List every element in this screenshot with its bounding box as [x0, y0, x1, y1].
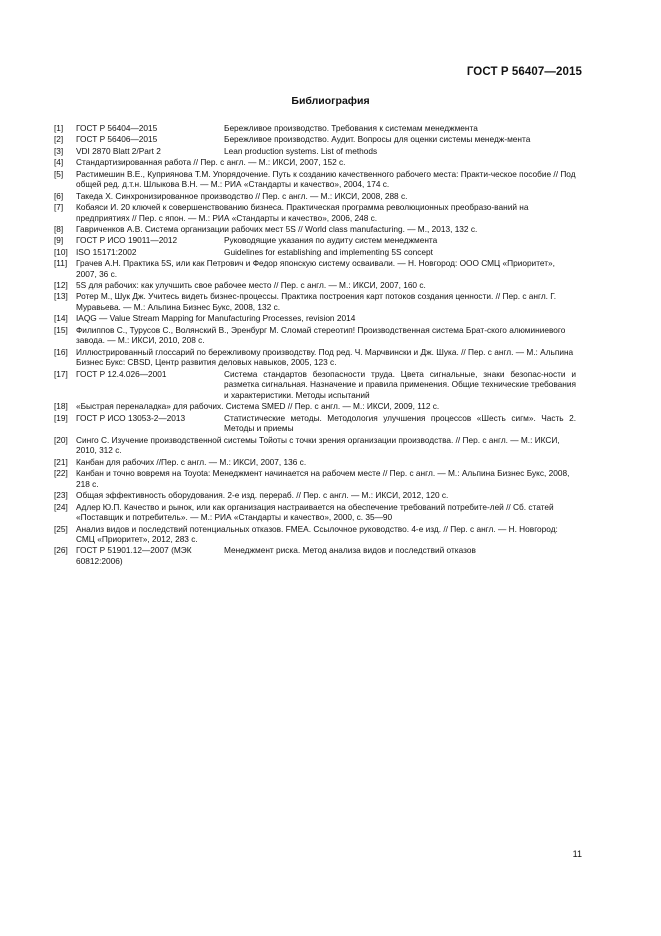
entry-text: Кобаяси И. 20 ключей к совершенствованию бизнеса. Практическая программа революционных преобразо-ваний на предприятиях // Пер. с япон. — М.: РИА «Стандарты и качество», 2006, 248 с.: [76, 201, 529, 223]
bibliography-entry: [54, 435, 576, 456]
entry-designation: VDI 2870 Blatt 2/Part 2: [76, 145, 161, 156]
entry-number: [1]: [54, 123, 64, 133]
bibliography-entry: [54, 401, 576, 412]
entry-number: [12]: [54, 280, 68, 291]
bibliography-entry: [54, 325, 576, 346]
document-id-header: ГОСТ Р 56407—2015: [466, 66, 582, 78]
entry-text: Общая эффективность оборудования. 2-е изд. перераб. // Пер. с англ. — М.: ИКСИ, 2012, 120 с.: [76, 490, 449, 501]
entry-text: Канбан для рабочих //Пер. с англ. — М.: ИКСИ, 2007, 136 с.: [76, 456, 307, 467]
entry-designation: ГОСТ Р 56404—2015: [76, 123, 158, 133]
entry-number: [23]: [54, 490, 68, 501]
entry-title: Бережливое производство. Требования к системам менеджмента: [224, 123, 478, 133]
entry-text: Стандартизированная работа // Пер. с англ. — М.: ИКСИ, 2007, 152 с.: [76, 157, 346, 168]
bibliography-title: Библиография: [291, 95, 370, 107]
entry-number: [18]: [54, 401, 68, 412]
entry-number: [4]: [54, 157, 64, 168]
bibliography-entry: [54, 224, 576, 235]
entry-number: [6]: [54, 190, 64, 201]
entry-number: [9]: [54, 235, 64, 246]
entry-text: «Быстрая переналадка» для рабочих. Система SMED // Пер. с англ. — М.: ИКСИ, 2009, 112 с.: [76, 401, 440, 412]
entry-designation: ГОСТ Р 51901.12—2007 (МЭК 60812:2006): [76, 545, 192, 567]
entry-designation: ГОСТ Р ИСО 19011—2012: [76, 235, 178, 246]
entry-text: Адлер Ю.П. Качество и рынок, или как организация настраивается на обеспечение требований потребите-лей // Сб. статей «Поставщик и потребитель». — М.: РИА «Стандарты и качество», 2000, с. 35—90: [76, 501, 554, 523]
entry-number: [5]: [54, 168, 64, 179]
entry-text: Анализ видов и последствий потенциальных отказов. FMEA. Ссылочное руководство. 4-е изд. // Пер. с англ. — Н. Новгород: СМЦ «Приоритет», 2012, 283 с.: [76, 523, 558, 545]
bibliography-entry: [54, 347, 576, 368]
bibliography-entry: [54, 123, 576, 134]
entry-text: Гавриченков А.В. Система организации рабочих мест 5S // World class manufacturing. — М., 2013, 132 с.: [76, 223, 478, 234]
entry-number: [13]: [54, 291, 68, 302]
bibliography-entry: [54, 369, 576, 401]
entry-text: Ротер М., Шук Дж. Учитесь видеть бизнес-процессы. Практика построения карт потоков создания ценности. // Пер. с англ. Г. Муравьева. — М.: Альпина Бизнес Букс, 2008, 132 с.: [76, 291, 557, 313]
bibliography-entry: [54, 191, 576, 202]
bibliography-entry: [54, 313, 576, 324]
entry-number: [25]: [54, 523, 68, 534]
entry-title: Lean production systems. List of methods: [224, 145, 378, 156]
entry-number: [10]: [54, 246, 68, 257]
entry-text: 5S для рабочих: как улучшить свое рабочее место // Пер. с англ. — М.: ИКСИ, 2007, 160 с.: [76, 280, 426, 291]
entry-number: [7]: [54, 201, 64, 212]
entry-text: Синго С. Изучение производственной системы Тойоты с точки зрения организации производства. // Пер. с англ. — М.: ИКСИ, 2010, 312 с.: [76, 434, 560, 456]
bibliography-entry: [54, 258, 576, 279]
bibliography-entry: [54, 280, 576, 291]
entry-number: [19]: [54, 412, 68, 423]
entry-number: [21]: [54, 456, 68, 467]
bibliography-entry: [54, 545, 576, 567]
entry-number: [26]: [54, 545, 68, 556]
bibliography-entry: [54, 291, 576, 312]
entry-number: [8]: [54, 223, 64, 234]
bibliography-entry: [54, 457, 576, 468]
entry-text: Грачев А.Н. Практика 5S, или как Петрович и Федор японскую систему осваивали. — Н. Новгород: ООО СМЦ «Приоритет», 2007, 36 с.: [76, 258, 555, 279]
entry-number: [22]: [54, 468, 68, 479]
bibliography-entry: [54, 468, 576, 489]
entry-text: Иллюстрированный глоссарий по бережливому производству. Под ред. Ч. Марчвински и Дж. Шука. // Пер. с англ. — М.: Альпина Бизнес Букс: CBSD, Центр развития деловых навыков, 2005, 123 с.: [76, 346, 574, 368]
entry-title: Бережливое производство. Аудит. Вопросы для оценки системы менедж-мента: [224, 134, 531, 145]
bibliography-entry: [54, 490, 576, 501]
entry-text: Растимешин В.Е., Куприянова Т.М. Упорядочение. Путь к созданию качественного рабочего места: Практи-ческое пособие // Под общей ред. д.т.н. Шлыкова В.Н. — М.: РИА «Стандарты и качество», 2004, 174 с.: [76, 168, 576, 190]
bibliography-entry: [54, 247, 576, 258]
entry-designation: ISO 15171:2002: [76, 246, 137, 257]
entry-text: IAQG — Value Stream Mapping for Manufacturing Processes, revision 2014: [76, 313, 356, 324]
entry-designation: ГОСТ Р ИСО 13053-2—2013: [76, 412, 186, 423]
entry-number: [20]: [54, 434, 68, 445]
entry-title: Руководящие указания по аудиту систем менеджмента: [224, 235, 438, 246]
bibliography-entry: [54, 146, 576, 157]
entry-number: [11]: [54, 258, 68, 269]
bibliography-entry: [54, 157, 576, 168]
bibliography-entry: [54, 413, 576, 434]
entry-number: [3]: [54, 145, 64, 156]
bibliography-entry: [54, 235, 576, 246]
entry-number: [2]: [54, 134, 64, 145]
bibliography-entry: [54, 134, 576, 145]
entry-title: Guidelines for establishing and implementing 5S concept: [224, 246, 433, 257]
entry-number: [24]: [54, 501, 68, 512]
entry-title: Статистические методы. Методология улучшения процессов «Шесть сигм». Часть 2. Методы и приемы: [224, 412, 576, 434]
entry-text: Филиппов С., Турусов С., Волянский В., Эренбург М. Сломай стереотип! Производственная система Брат-ского алюминиевого завода. — М.: ИКСИ, 2010, 208 с.: [76, 324, 566, 346]
bibliography-entry: [54, 502, 576, 523]
bibliography-entry: [54, 169, 576, 190]
entry-designation: ГОСТ Р 12.4.026—2001: [76, 368, 167, 379]
bibliography-list: [54, 123, 576, 567]
entry-title: Система стандартов безопасности труда. Цвета сигнальные, знаки безопас-ности и разметка сигнальная. Назначение и правила применения. Общие технические требования и характеристики. Методы испытаний: [224, 368, 576, 400]
bibliography-entry: [54, 524, 576, 545]
entry-number: [14]: [54, 313, 68, 324]
entry-number: [16]: [54, 346, 68, 357]
entry-designation: ГОСТ Р 56406—2015: [76, 134, 158, 145]
page-number: 11: [572, 849, 582, 859]
entry-number: [15]: [54, 324, 68, 335]
entry-text: Канбан и точно вовремя на Toyota: Менеджмент начинается на рабочем месте // Пер. с англ. — М.: Альпина Бизнес Букс, 2008, 218 с.: [76, 468, 570, 489]
entry-number: [17]: [54, 368, 68, 379]
entry-text: Такеда Х. Синхронизированное производство // Пер. с англ. — М.: ИКСИ, 2008, 288 с.: [76, 190, 408, 201]
bibliography-entry: [54, 202, 576, 223]
entry-title: Менеджмент риска. Метод анализа видов и последствий отказов: [224, 545, 476, 556]
